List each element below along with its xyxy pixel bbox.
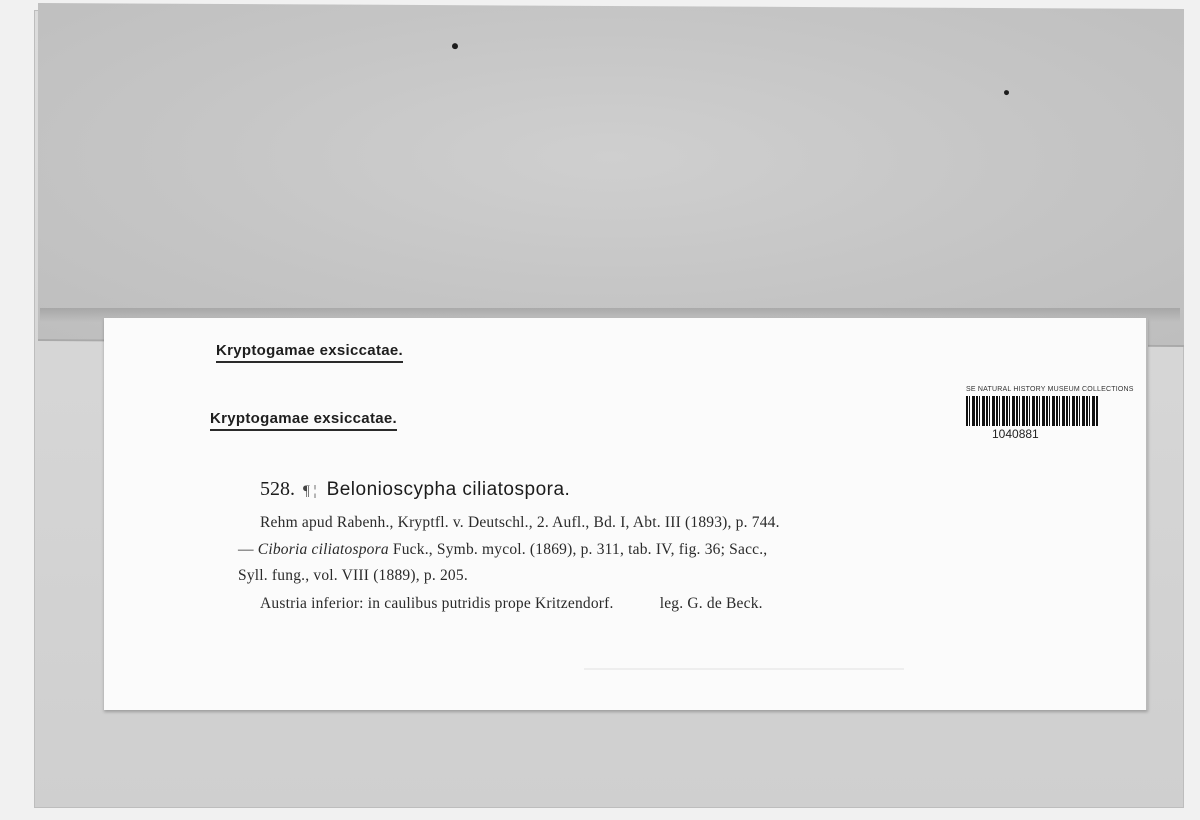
locality-line	[260, 595, 763, 613]
paper-speck	[452, 43, 458, 49]
folded-paper-flap	[38, 3, 1184, 347]
barcode-number: 1040881	[992, 427, 1039, 441]
species-heading	[260, 478, 570, 501]
label-header-top: Kryptogamae exsiccatae.	[216, 342, 403, 363]
specimen-label	[104, 318, 1148, 710]
citation-line-1: Rehm apud Rabenh., Kryptfl. v. Deutschl., 2. Aufl., Bd. I, Abt. III (1893), p. 744.	[260, 514, 780, 531]
exsiccata-number: 528.	[260, 478, 295, 500]
dash: —	[238, 541, 254, 558]
barcode-image	[966, 396, 1098, 426]
citation-line-3: Syll. fung., vol. VIII (1889), p. 205.	[238, 567, 468, 584]
faint-mark	[584, 668, 904, 670]
citation-line-2	[238, 541, 767, 559]
label-header: Kryptogamae exsiccatae.	[210, 410, 397, 431]
species-name: Belonioscypha ciliatospora.	[326, 479, 571, 500]
annotation-mark: ¶ ¦	[303, 483, 317, 499]
locality: Austria inferior: in caulibus putridis prope Kritzendorf.	[260, 595, 614, 612]
citation-line-2-rest: Fuck., Symb. mycol. (1869), p. 311, tab. IV, fig. 36; Sacc.,	[392, 541, 768, 558]
barcode-block	[966, 386, 1134, 441]
barcode-caption: SE NATURAL HISTORY MUSEUM COLLECTIONS	[966, 386, 1134, 393]
synonym-name: Ciboria ciliatospora	[257, 541, 389, 558]
collector: leg. G. de Beck.	[659, 595, 763, 612]
paper-speck	[1004, 90, 1009, 95]
